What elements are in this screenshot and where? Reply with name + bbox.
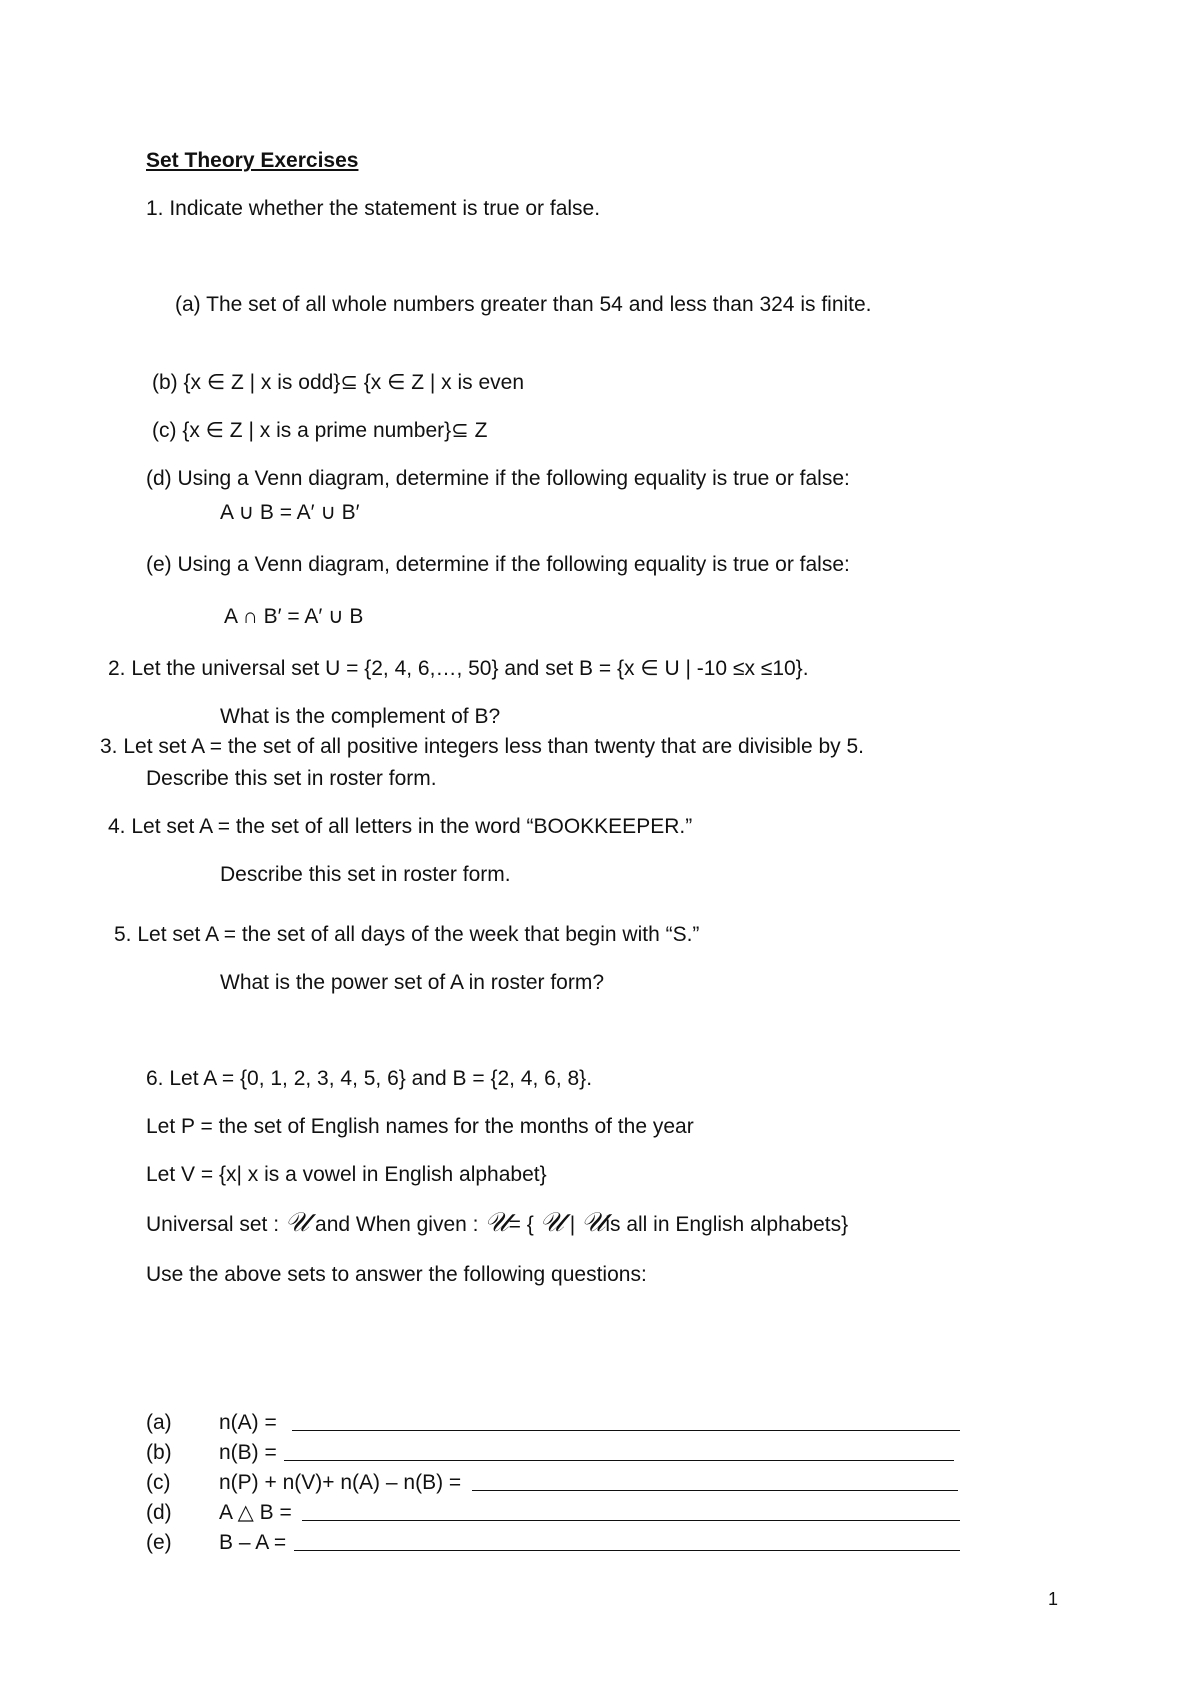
question-2-ask: What is the complement of B? (220, 705, 501, 728)
question-6-line3: Let V = {x| x is a vowel in English alphabet} (146, 1163, 547, 1186)
answer-expr-d: A △ B = (219, 1501, 292, 1524)
answer-expr-c: n(P) + n(V)+ n(A) – n(B) = (219, 1471, 462, 1494)
answer-blank-e[interactable] (294, 1528, 960, 1551)
script-u-symbol: 𝒰 (284, 1207, 310, 1238)
question-3-stem: 3. Let set A = the set of all positive integers less than twenty that are divisible by 5. (100, 735, 865, 758)
question-6-instructions: Use the above sets to answer the following questions: (146, 1263, 647, 1286)
question-6-line2: Let P = the set of English names for the months of the year (146, 1115, 694, 1138)
answer-blank-b[interactable] (284, 1438, 954, 1461)
question-5-ask: What is the power set of A in roster form? (220, 971, 604, 994)
answer-label-b: (b) (146, 1441, 172, 1464)
set-bar: | (563, 1213, 582, 1236)
answer-label-c: (c) (146, 1471, 171, 1494)
question-6-line1: 6. Let A = {0, 1, 2, 3, 4, 5, 6} and B = {2, 4, 6, 8}. (146, 1067, 593, 1090)
question-1-stem: 1. Indicate whether the statement is true or false. (146, 197, 601, 220)
question-4-stem: 4. Let set A = the set of all letters in the word “BOOKKEEPER.” (108, 815, 693, 838)
answer-blank-a[interactable] (292, 1408, 960, 1431)
answer-blank-d[interactable] (302, 1498, 960, 1521)
page-title: Set Theory Exercises (146, 149, 359, 172)
answer-label-a: (a) (146, 1411, 172, 1434)
question-3-ask: Describe this set in roster form. (146, 767, 437, 790)
universal-set-description: is all in English alphabets} (605, 1213, 849, 1236)
set-open-brace: = { (508, 1213, 540, 1236)
answer-expr-e: B – A = (219, 1531, 287, 1554)
question-1b: (b) {x ∈ Z | x is odd}⊆ {x ∈ Z | x is even (152, 371, 525, 394)
script-u-symbol: 𝒰 (581, 1207, 606, 1238)
question-1d-equation: A ∪ B = A′ ∪ B′ (220, 501, 360, 524)
question-2-stem: 2. Let the universal set U = {2, 4, 6,…, 50} and set B = {x ∈ U | -10 ≤x ≤10}. (108, 657, 809, 680)
question-1a: (a) The set of all whole numbers greater than 54 and less than 324 is finite. (175, 293, 872, 316)
universal-set-label: Universal set : (146, 1213, 285, 1236)
when-given-label: and When given : (309, 1213, 485, 1236)
answer-label-e: (e) (146, 1531, 172, 1554)
question-1c: (c) {x ∈ Z | x is a prime number}⊆ Z (152, 419, 488, 442)
answer-expr-b: n(B) = (219, 1441, 277, 1464)
page-number: 1 (1048, 1589, 1059, 1609)
question-1e-equation: A ∩ B′ = A′ ∪ B (224, 605, 364, 628)
question-5-stem: 5. Let set A = the set of all days of the week that begin with “S.” (114, 923, 700, 946)
question-4-ask: Describe this set in roster form. (220, 863, 511, 886)
answer-expr-a: n(A) = (219, 1411, 277, 1434)
question-6-universal-set-line (146, 1207, 849, 1238)
question-1e: (e) Using a Venn diagram, determine if the following equality is true or false: (146, 553, 850, 576)
answer-label-d: (d) (146, 1501, 172, 1524)
question-1d: (d) Using a Venn diagram, determine if the following equality is true or false: (146, 467, 850, 490)
script-u-symbol: 𝒰 (539, 1207, 564, 1238)
answer-blank-c[interactable] (472, 1468, 958, 1491)
script-u-symbol: 𝒰 (484, 1207, 509, 1238)
